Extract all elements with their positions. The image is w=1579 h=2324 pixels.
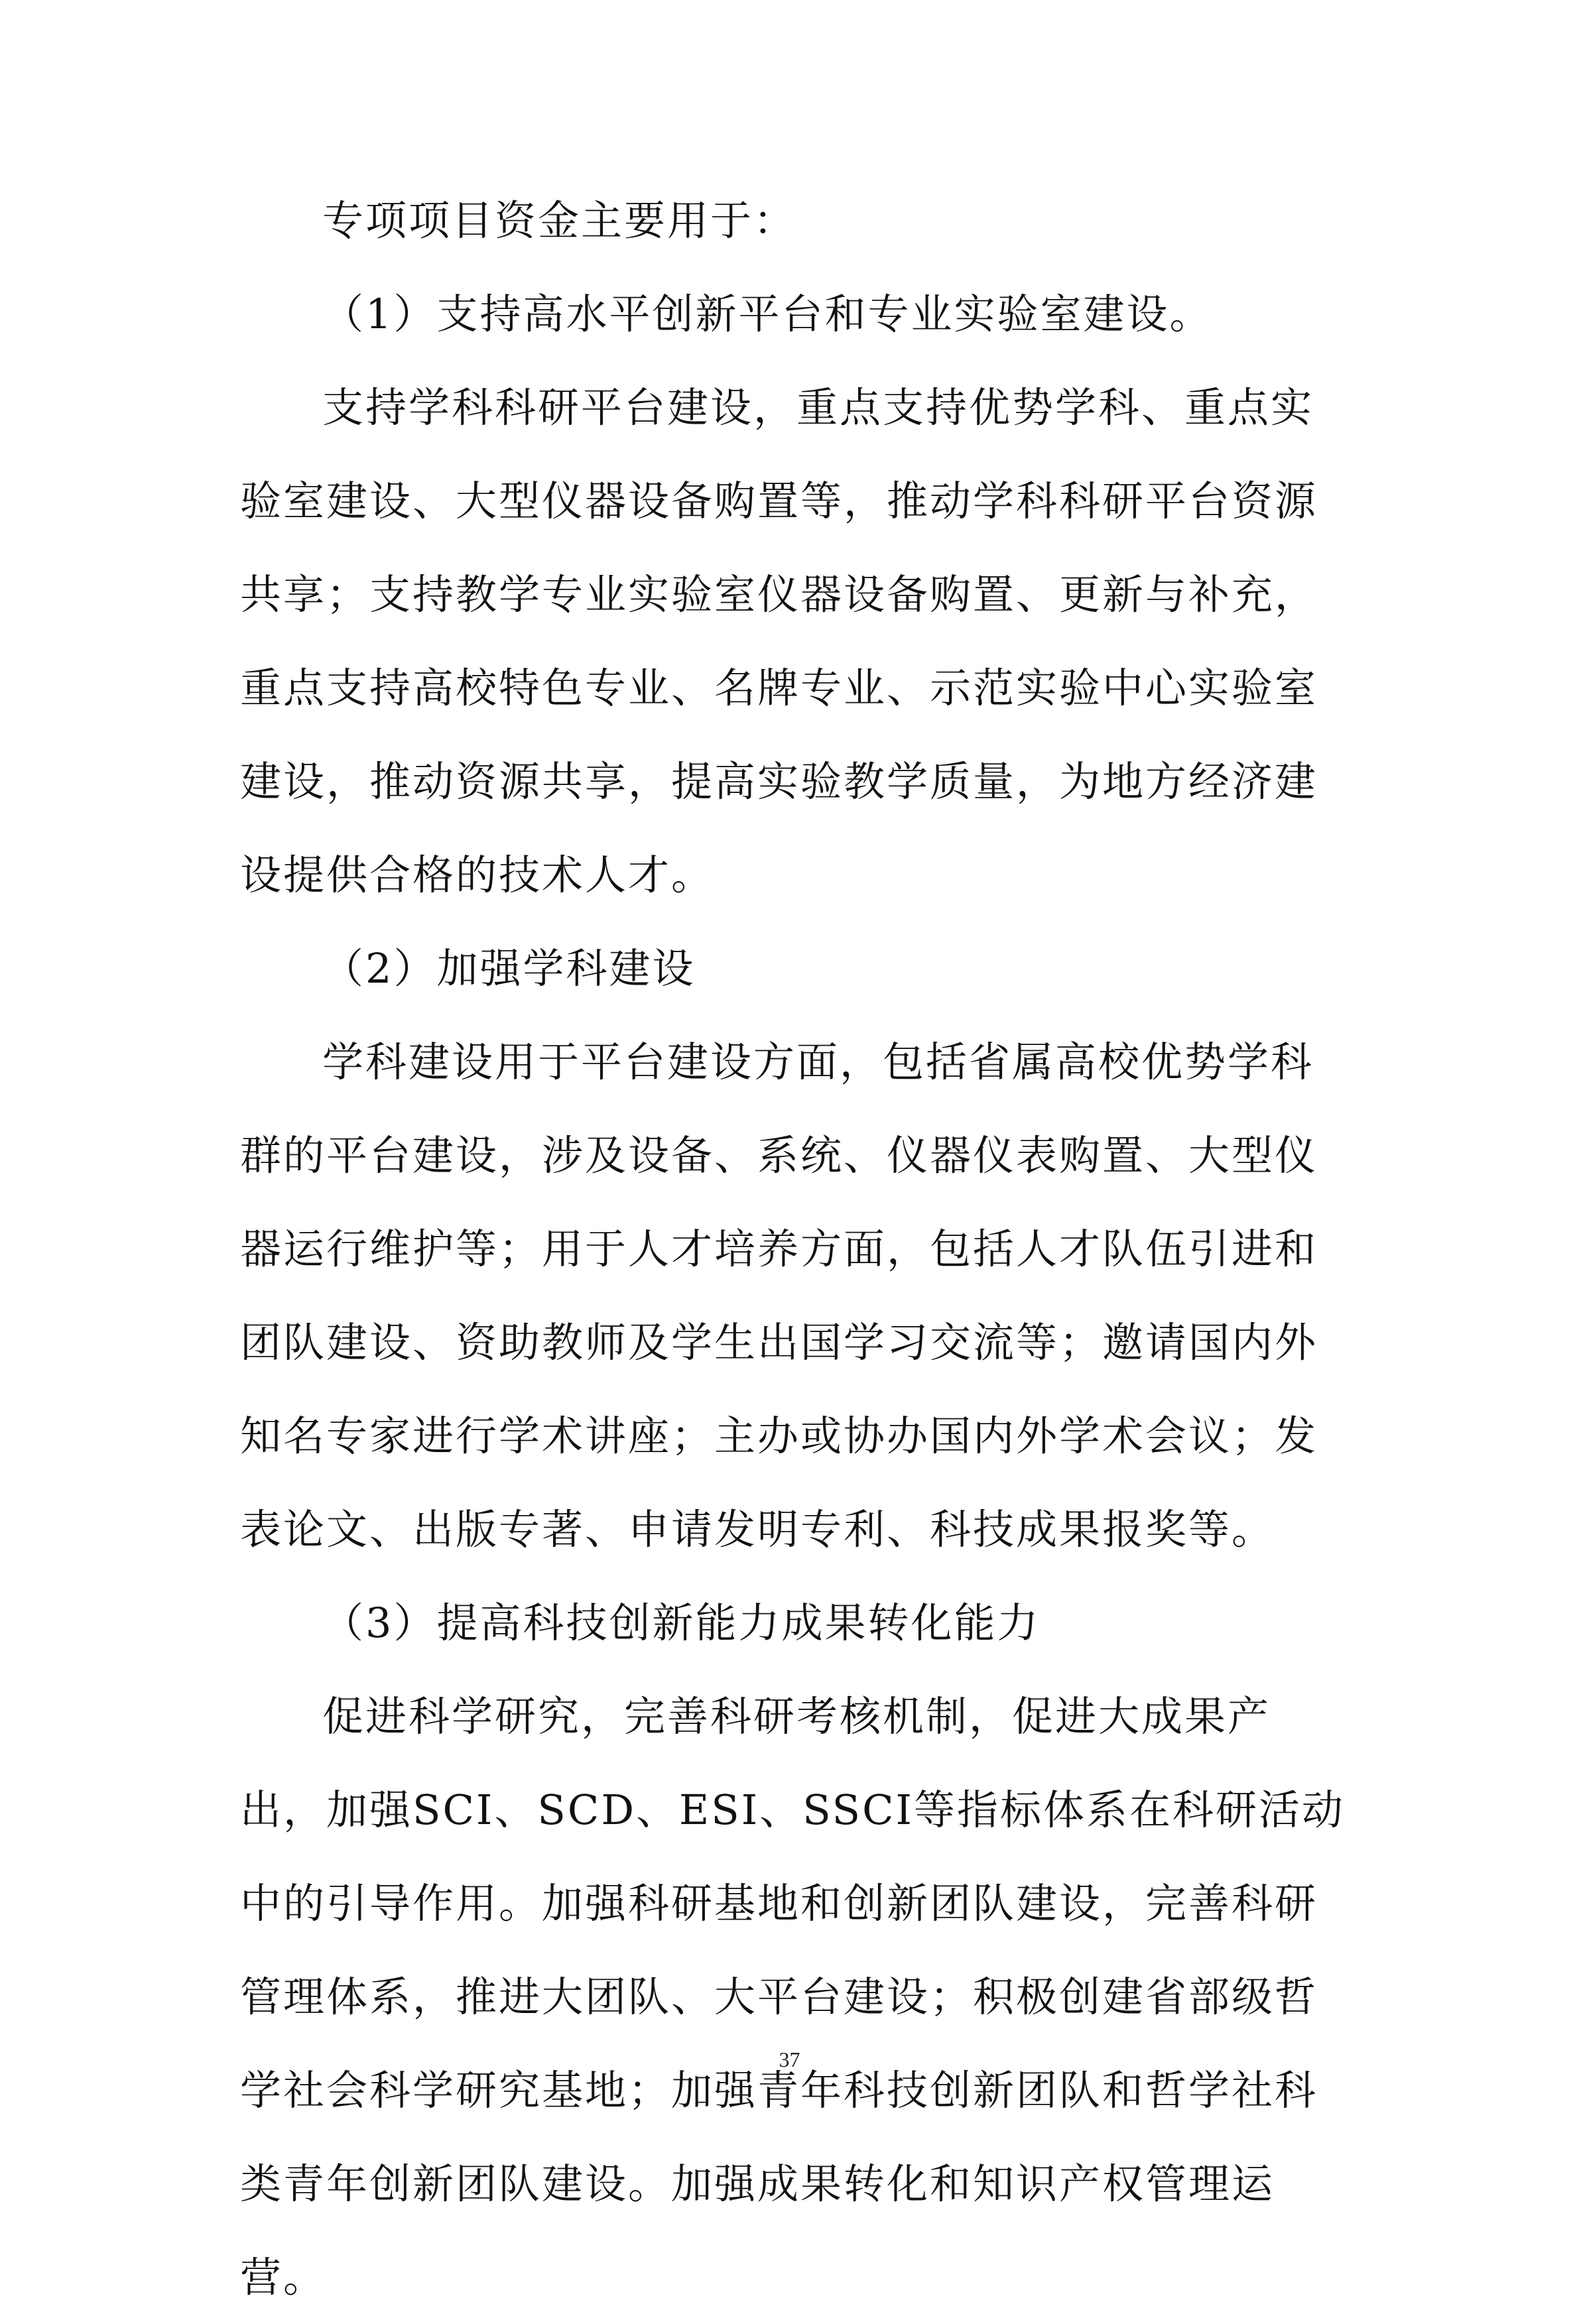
page-number: 37 (779, 2048, 800, 2071)
section-body-1: 支持学科科研平台建设，重点支持优势学科、重点实验室建设、大型仪器设备购置等，推动学科科研平台资源共享；支持教学专业实验室仪器设备购置、更新与补充，重点支持高校特色专业、名牌专业、示范实验中心实验室建设，推动资源共享，提高实验教学质量，为地方经济建设提供合格的技术人才。 (240, 383, 1318, 899)
document-body (240, 174, 1348, 2324)
section-heading-1: （1）支持高水平创新平台和专业实验室建设。 (322, 290, 1213, 338)
section-heading-3: （3）提高科技创新能力成果转化能力 (322, 1599, 1041, 1647)
intro-line: 专项项目资金主要用于： (322, 196, 797, 245)
section-body-3: 促进科学研究，完善科研考核机制，促进大成果产出，加强SCI、SCD、ESI、SSCI等指标体系在科研活动中的引导作用。加强科研基地和创新团队建设，完善科研管理体系，推进大团队、大平台建设；积极创建省部级哲学社会科学研究基地；加强青年科技创新团队和哲学社科类青年创新团队建设。加强成果转化和知识产权管理运营。 (240, 1692, 1346, 2301)
section-body-2: 学科建设用于平台建设方面，包括省属高校优势学科群的平台建设，涉及设备、系统、仪器仪表购置、大型仪器运行维护等；用于人才培养方面，包括人才队伍引进和团队建设、资助教师及学生出国学习交流等；邀请国内外知名专家进行学术讲座；主办或协办国内外学术会议；发表论文、出版专著、申请发明专利、科技成果报奖等。 (240, 1038, 1318, 1554)
section-heading-2: （2）加强学科建设 (322, 944, 696, 993)
